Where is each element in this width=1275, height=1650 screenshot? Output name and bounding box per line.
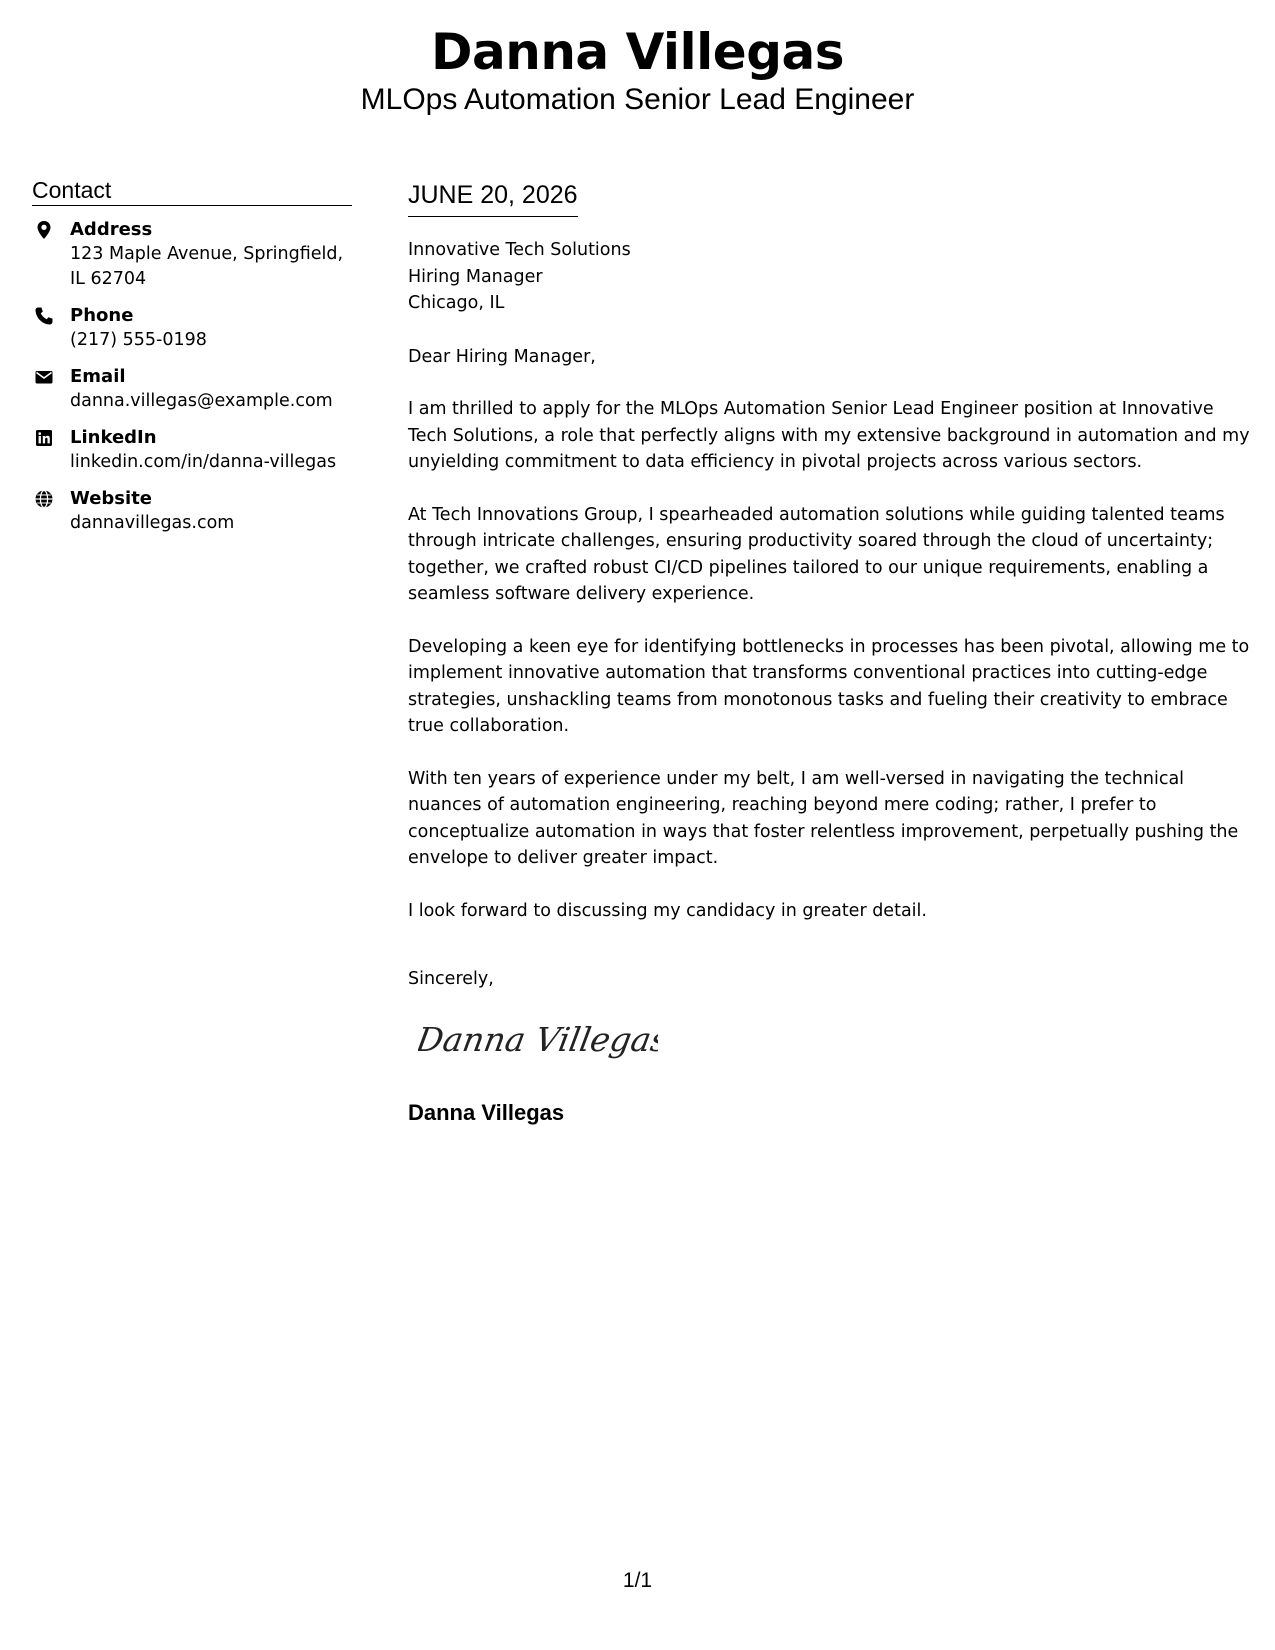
contact-label: Email xyxy=(70,366,126,387)
contact-item-linkedin xyxy=(32,426,352,475)
date-block xyxy=(408,180,578,217)
applicant-name: Danna Villegas xyxy=(430,23,845,81)
closing-line: I look forward to discussing my candidacy in greater detail. xyxy=(408,900,927,921)
salutation: Dear Hiring Manager, xyxy=(408,346,596,367)
contact-label: Phone xyxy=(70,305,134,326)
letter-body xyxy=(408,180,1253,1127)
signature-text: Danna Villegas xyxy=(418,1019,658,1059)
address-value: 123 Maple Avenue, Springfield, IL 62704 xyxy=(70,244,344,289)
paragraph: I am thrilled to apply for the MLOps Automation Senior Lead Engineer position at Innovative Tech Solutions, a role that perfectly aligns with my extensive background in automation and my unyielding commitment to data efficiency in pivotal projects across various sectors. xyxy=(408,399,1250,472)
paragraph: At Tech Innovations Group, I spearheaded automation solutions while guiding talented teams through intricate challenges, ensuring productivity soared through the cloud of uncertainty; together, we crafted robust CI/CD pipelines tailored to our unique requirements, enabling a seamless software delivery experience. xyxy=(408,504,1225,604)
handwritten-signature xyxy=(418,1011,658,1071)
location-pin-icon xyxy=(34,220,54,240)
phone-icon xyxy=(34,306,54,326)
recipient-location: Chicago, IL xyxy=(408,293,505,313)
contact-item-phone xyxy=(32,304,352,353)
paragraph: With ten years of experience under my belt, I am well-versed in navigating the technical nuances of automation engineering, reaching beyond mere coding; rather, I prefer to conceptualize automation in ways that foster relentless improvement, perpetually pushing the envelope to deliver greater impact. xyxy=(408,768,1239,868)
website-value: dannavillegas.com xyxy=(70,513,235,533)
letter-date: JUNE 20, 2026 xyxy=(408,181,578,209)
contact-item-address xyxy=(32,218,352,292)
envelope-icon xyxy=(34,367,54,387)
contact-label: Website xyxy=(70,488,153,509)
contact-label: Address xyxy=(70,219,153,240)
contact-item-email xyxy=(32,365,352,414)
linkedin-value: linkedin.com/in/danna-villegas xyxy=(70,452,337,472)
contact-heading: Contact xyxy=(32,176,352,206)
recipient-role: Hiring Manager xyxy=(408,266,543,287)
page-number: 1/1 xyxy=(622,1569,653,1592)
contact-item-website xyxy=(32,487,352,536)
contact-sidebar xyxy=(32,176,352,548)
signer-name: Danna Villegas xyxy=(408,1100,565,1125)
globe-icon xyxy=(34,489,54,509)
resume-header xyxy=(0,22,1275,118)
paragraph: Developing a keen eye for identifying bottlenecks in processes has been pivotal, allowing me to implement innovative automation that transforms conventional practices into cutting-edge strategies, unshackling teams from monotonous tasks and fueling their creativity to embrace true collaboration. xyxy=(408,636,1250,736)
recipient-block xyxy=(408,237,1253,317)
job-title: MLOps Automation Senior Lead Engineer xyxy=(360,83,915,116)
contact-label: LinkedIn xyxy=(70,427,157,448)
phone-value: (217) 555-0198 xyxy=(70,330,207,350)
contact-list xyxy=(32,218,352,536)
linkedin-icon xyxy=(34,428,54,448)
signoff: Sincerely, xyxy=(408,969,494,989)
email-value: danna.villegas@example.com xyxy=(70,391,333,411)
recipient-company: Innovative Tech Solutions xyxy=(408,240,631,260)
